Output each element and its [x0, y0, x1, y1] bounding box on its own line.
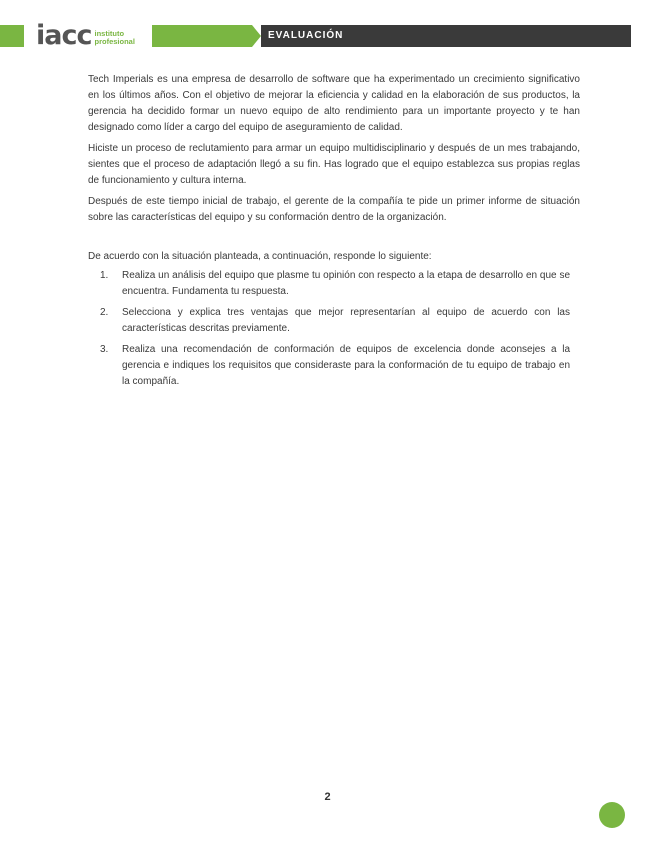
- page-header: [0, 0, 655, 60]
- question-item: [100, 268, 570, 300]
- question-text: Realiza un análisis del equipo que plasme tu opinión con respecto a la etapa de desarrollo en que se encuentra. Fundamenta tu respuesta.: [122, 270, 570, 297]
- header-title: EVALUACIÓN: [268, 30, 344, 41]
- question-item: [100, 342, 570, 390]
- paragraph-1: Tech Imperials es una empresa de desarrollo de software que ha experimentado un crecimiento significativo en los últimos años. Con el objetivo de mejorar la eficiencia y calidad en la elaboración de sus productos, la gerencia ha decidido formar un nuevo equipo de alto rendimiento para un importante proyecto y te han designado como líder a cargo del equipo de aseguramiento de calidad.: [88, 74, 580, 133]
- question-number: 3.: [100, 344, 109, 355]
- logo-wordmark: iacc: [36, 20, 92, 51]
- question-item: [100, 305, 570, 337]
- logo-subtitle: [94, 30, 134, 48]
- question-number: 1.: [100, 270, 109, 281]
- iacc-logo: [36, 20, 135, 51]
- header-arrow-icon: [252, 25, 261, 47]
- question-number: 2.: [100, 307, 109, 318]
- logo-subtitle-line1: instituto: [94, 29, 125, 38]
- paragraph-3: Después de este tiempo inicial de trabajo, el gerente de la compañía te pide un primer informe de situación sobre las características del equipo y su conformación dentro de la organización.: [88, 196, 580, 223]
- question-text: Selecciona y explica tres ventajas que mejor representarían al equipo de acuerdo con las características descritas previamente.: [122, 307, 570, 334]
- question-list: [100, 268, 570, 395]
- page-number: 2: [324, 791, 331, 803]
- instruction-text: De acuerdo con la situación planteada, a continuación, responde lo siguiente:: [88, 251, 432, 262]
- header-accent-block-left: [0, 25, 24, 47]
- footer-green-dot: [599, 802, 625, 828]
- logo-subtitle-line2: profesional: [94, 37, 135, 46]
- paragraph-2: Hiciste un proceso de reclutamiento para armar un equipo multidisciplinario y después de un mes trabajando, sientes que el proceso de adaptación llegó a su fin. Has logrado que el equipo establezca sus propias reglas de funcionamiento y cultura interna.: [88, 143, 580, 186]
- question-text: Realiza una recomendación de conformación de equipos de excelencia donde aconsejes a la gerencia e indiques los requisitos que consideraste para la conformación de tu equipo de trabajo en la compañía.: [122, 344, 570, 387]
- case-description: [88, 72, 580, 231]
- header-accent-bar: [152, 25, 252, 47]
